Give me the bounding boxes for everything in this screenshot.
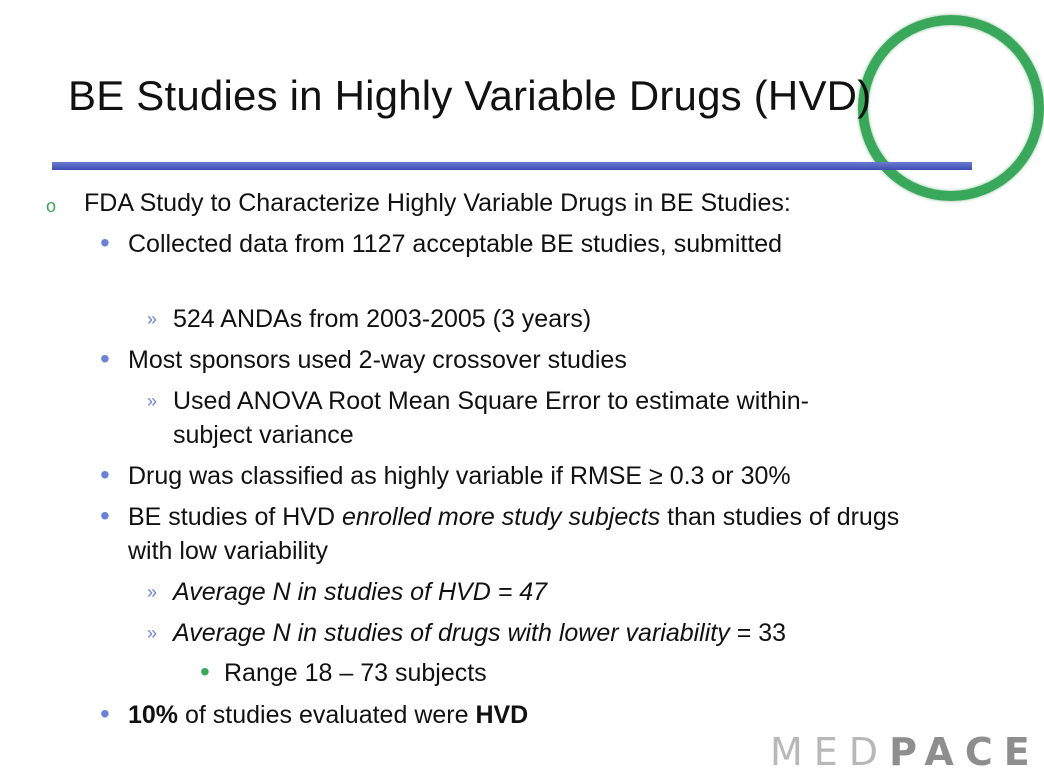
bullet-ten-percent	[100, 698, 948, 732]
bullet-crossover	[100, 343, 948, 377]
bullet-text: Drug was classified as highly variable if RMSE ≥ 0.3 or 30%	[128, 462, 791, 490]
bullet-strong: 10%	[128, 701, 179, 729]
chevron-bullet-icon: »	[147, 391, 158, 411]
dot-bullet-icon: •	[100, 459, 110, 490]
hollow-circle-bullet-icon: o	[46, 196, 57, 216]
bullet-text: of studies evaluated were	[178, 701, 476, 729]
bullet-classification	[100, 459, 948, 493]
bullet-text: FDA Study to Characterize Highly Variable Drugs in BE Studies:	[84, 189, 791, 217]
chevron-bullet-icon: »	[147, 309, 158, 329]
bullet-andas	[147, 302, 953, 336]
chevron-bullet-icon: »	[147, 623, 158, 643]
chevron-bullet-icon: »	[147, 582, 158, 602]
bullet-text: Range 18 – 73 subjects	[224, 659, 487, 687]
bullet-emphasis: Average N in studies of drugs with lower variability	[173, 619, 730, 647]
bullet-strong: HVD	[475, 701, 529, 729]
bullet-collected-data	[100, 227, 828, 261]
bullet-fda-study	[46, 186, 964, 220]
bullet-text: Average N in studies of HVD = 47	[173, 578, 548, 606]
bullet-emphasis: enrolled more study subjects	[341, 503, 661, 531]
slide-title: BE Studies in Highly Variable Drugs (HVD)	[68, 72, 872, 119]
dot-bullet-icon: •	[200, 656, 210, 687]
bullet-text: than studies of drugs with low variability	[128, 503, 900, 565]
bullet-enrollment	[100, 500, 948, 568]
bullet-anova	[147, 384, 873, 452]
bullet-text: = 33	[729, 619, 787, 647]
logo-dark-text: PACE	[889, 730, 1041, 774]
dot-bullet-icon: •	[100, 500, 110, 531]
bullet-average-hvd	[147, 575, 953, 609]
bullet-range	[200, 656, 824, 690]
bullet-text: Collected data from 1127 acceptable BE studies, submitted	[128, 230, 783, 258]
medpace-logo	[770, 730, 1041, 774]
bullet-text: Used ANOVA Root Mean Square Error to estimate within-subject variance	[173, 387, 809, 449]
bullet-text: BE studies of HVD	[128, 503, 342, 531]
dot-bullet-icon: •	[100, 698, 110, 729]
bullet-average-low	[147, 616, 953, 650]
logo-light-text: MED	[770, 730, 890, 774]
bullet-text: 524 ANDAs from 2003-2005 (3 years)	[173, 305, 592, 333]
dot-bullet-icon: •	[100, 227, 110, 258]
bullet-text: Most sponsors used 2-way crossover studies	[128, 346, 627, 374]
dot-bullet-icon: •	[100, 343, 110, 374]
